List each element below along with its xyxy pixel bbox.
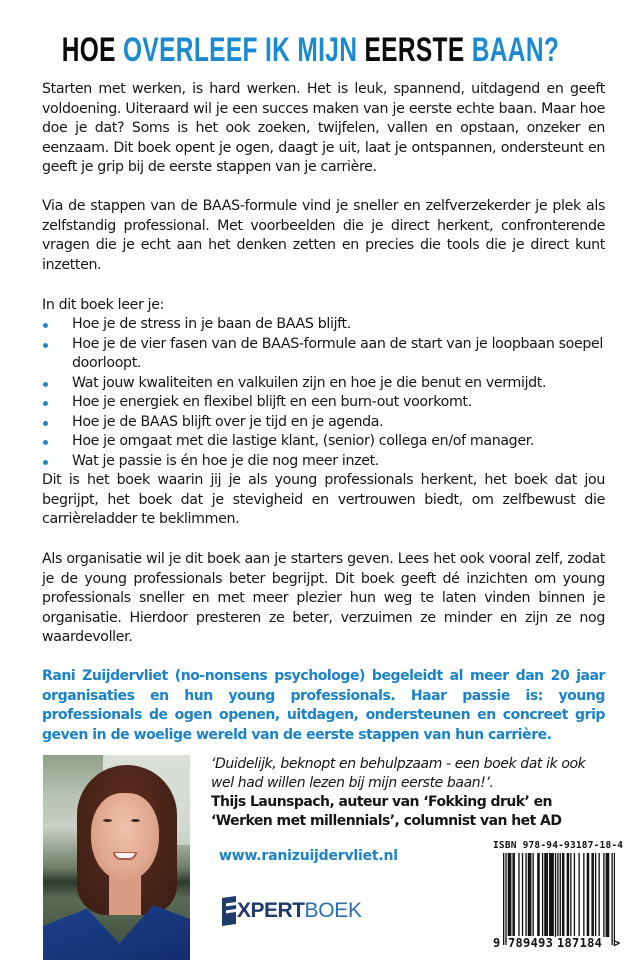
bullet-icon [43,401,48,406]
barcode-bar [608,853,609,937]
list-item-text: Hoe je de vier fasen van de BAAS-formule aan de start van je loopbaan soepel doorloopt. [72,335,604,371]
barcode-guard-bar [557,853,558,945]
barcode-bar [549,853,550,937]
list-intro: In dit boek leer je: [42,297,165,313]
barcode-guard-bar [611,853,612,945]
photo-neck [109,875,141,915]
barcode-bar [583,853,584,937]
barcode-bar [508,853,509,937]
barcode-digit-first: 9 [493,936,501,950]
website-link[interactable]: www.ranizuijdervliet.nl [219,848,398,864]
barcode-bar [574,853,575,937]
publisher-name-boek: BOEK [304,899,362,922]
intro-paragraph: Starten met werken, is hard werken. Het is leuk, spannend, uitdagend en geeft voldoening. Uiteraard wil je een succes maken van je eerste echte baan. Maar hoe doe je dat? Soms is het ook zoeken, twijfelen, vallen en opstaan, onzeker en eenzaam. Dit boek opent je ogen, daagt je uit, laat je ontspannen, ondersteunt en geeft je grip bij de eerste stappen van je carrière. [42,81,605,175]
title-part-eerste: EERSTE [364,31,472,69]
barcode [503,853,615,945]
author-bio: Rani Zuijdervliet (no-nonsens psychologe) begeleidt al meer dan 20 jaar organisaties en hun young professionals. Haar passie is: young professionals de ogen openen, uitdagen, ondersteunen en concreet grip geven in de woelige wereld van de eerste stappen van hun carrière. [42,668,605,743]
photo-face [91,793,159,881]
barcode-bar [603,853,604,937]
title-part-overleef: OVERLEEF IK MIJN [123,31,365,69]
barcode-bar [568,853,569,937]
barcode-bar [562,853,563,937]
list-item-text: Hoe je energiek en flexibel blijft en een burn-out voorkomt. [72,394,472,410]
list-item [42,393,605,413]
barcode-bar [518,853,519,937]
bullet-icon [43,382,48,387]
testimonial-quote: ‘Duidelijk, beknopt en behulpzaam - een boek dat ik ook wel had willen lezen bij mijn eerste baan!’. [211,756,586,791]
barcode-bar [550,853,551,937]
barcode-bar [514,853,515,937]
testimonial-author: Thijs Launspach, auteur van ‘Fokking druk’ en ‘Werken met millennials’, columnist van het AD [211,794,562,829]
barcode-bar [545,853,546,937]
list-item [42,335,605,374]
publisher-name-expert: XPERT [237,899,305,922]
barcode-bar [522,853,523,937]
list-item-text: Wat je passie is én hoe je die nog meer inzet. [72,452,379,469]
book-e-icon [222,896,236,926]
organisation-paragraph: Als organisatie wil je dit boek aan je starters geven. Lees het ook vooral zelf, zodat je de young professionals beter begrijpt. Dit boek geeft dé inzichten om young professionals sneller en met meer plezier hun weg te laten vinden binnen je organisatie. Hierdoor presteren ze beter, verzuimen ze minder en zijn ze nog waardevoller. [42,551,605,645]
list-item-text: Hoe je de stress in je baan de BAAS blijft. [72,316,351,332]
barcode-bar [512,853,513,937]
photo-eye-right [131,819,140,822]
photo-eye-left [103,819,112,822]
barcode-guard-bar [560,853,561,945]
book-title [0,30,644,70]
list-item [42,315,605,335]
barcode-bar [551,853,552,937]
bullet-icon [43,440,48,445]
barcode-bar [538,853,539,937]
barcode-bar [587,853,588,937]
barcode-bar [563,853,564,937]
list-item-text: Hoe je de BAAS blijft over je tijd en je agenda. [72,413,384,430]
barcode-bar [570,853,571,937]
barcode-bar [525,853,526,937]
barcode-bar [588,853,589,937]
barcode-bar [510,853,511,937]
bullet-icon [43,460,48,465]
barcode-bar [593,853,594,937]
barcode-bar [528,853,529,937]
barcode-bars [503,853,615,945]
list-item-text: Hoe je omgaat met die lastige klant, (senior) collega en/of manager. [72,433,535,449]
list-item [42,432,605,452]
barcode-digits-right: 187184 [557,936,603,950]
barcode-bar [530,853,531,937]
barcode-guard-bar [503,853,504,945]
barcode-bar [595,853,596,937]
list-item [42,374,605,394]
barcode-bar [598,853,599,937]
baas-formula-paragraph: Via de stappen van de BAAS-formule vind je sneller en zelfverzekerder je plek als zelfstandig professional. Met voorbeelden die je direct herkent, confronterende vragen die je echt aan het denken zetten en precies die tools die je direct kunt inzetten. [42,198,605,273]
bullet-icon [43,343,48,348]
bullet-icon [43,323,48,328]
bullet-icon [43,421,48,426]
barcode-bar [591,853,592,937]
list-item [42,413,605,433]
barcode-bar [567,853,568,937]
learning-points-list [42,315,605,471]
barcode-bar [553,853,554,937]
barcode-bar [542,853,543,937]
isbn-label: ISBN 978-94-93187-18-4 [493,840,624,851]
barcode-guard-bar [505,853,506,945]
barcode-bar [509,853,510,937]
barcode-bar [547,853,548,937]
barcode-bar [607,853,608,937]
barcode-bar [532,853,533,937]
title-part-baan: BAAN? [471,31,560,69]
list-item [42,452,605,472]
list-item-text: Wat jouw kwaliteiten en valkuilen zijn en hoe je die benut en vermijdt. [72,374,547,391]
barcode-quiet-zone-arrow: > [613,936,621,950]
author-photo [43,755,190,960]
barcode-bar [529,853,530,937]
title-part-hoe: HOE [61,31,124,69]
barcode-guard-bar [614,853,615,945]
barcode-bar [544,853,545,937]
barcode-digits [490,936,630,952]
barcode-bar [606,853,607,937]
barcode-bar [555,853,556,937]
barcode-bar [537,853,538,937]
barcode-bar [578,853,579,937]
barcode-digits-left: 789493 [508,936,554,950]
young-professionals-paragraph: Dit is het boek waarin jij je als young professionals herkent, het boek dat jou begrijpt, het boek dat je stevigheid en vertrouwen biedt, om zelfbewust die carrièreladder te beklimmen. [42,472,605,527]
publisher-logo [222,896,362,926]
